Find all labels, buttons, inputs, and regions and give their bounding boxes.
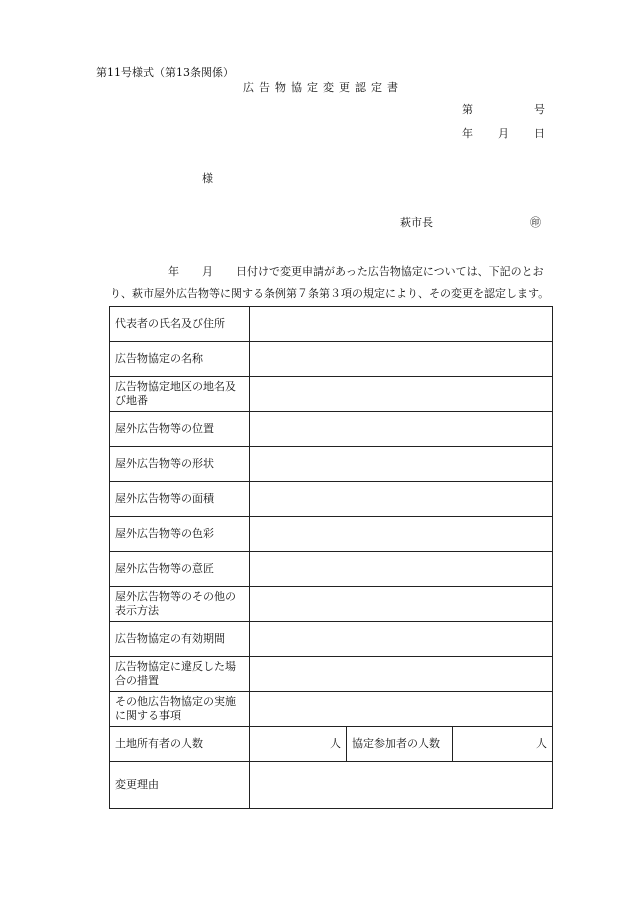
table-row: [110, 517, 553, 552]
table-row: [110, 307, 553, 342]
row-label: 屋外広告物等の形状: [110, 447, 250, 482]
table-row: [110, 622, 553, 657]
number-prefix: 第: [462, 103, 473, 116]
issuer-name: 萩市長: [400, 216, 433, 229]
reason-value[interactable]: [250, 762, 553, 809]
body-year-label: 年: [168, 265, 179, 278]
participants-unit: 人: [536, 737, 548, 750]
reason-row: [110, 762, 553, 809]
landowners-unit: 人: [330, 737, 341, 750]
row-label: 屋外広告物等の意匠: [110, 552, 250, 587]
row-value[interactable]: [250, 587, 553, 622]
table-row: [110, 657, 553, 692]
row-label: 屋外広告物等の色彩: [110, 517, 250, 552]
participants-label: 協定参加者の人数: [347, 727, 453, 762]
row-value[interactable]: [250, 307, 553, 342]
row-label: 広告物協定に違反した場合の措置: [110, 657, 250, 692]
seal-mark: ㊞: [530, 216, 541, 229]
row-value[interactable]: [250, 692, 553, 727]
row-label: その他広告物協定の実施に関する事項: [110, 692, 250, 727]
row-value[interactable]: [250, 377, 553, 412]
table-row: [110, 377, 553, 412]
body-line-2: り、萩市屋外広告物等に関する条例第７条第３項の規定により、その変更を認定します。: [110, 287, 550, 300]
row-label: 屋外広告物等の位置: [110, 412, 250, 447]
form-table: [109, 306, 553, 809]
document-title: 広告物協定変更認定書: [243, 81, 403, 94]
row-value[interactable]: [250, 447, 553, 482]
number-suffix: 号: [534, 103, 545, 116]
row-value[interactable]: [250, 412, 553, 447]
row-label: 屋外広告物等のその他の表示方法: [110, 587, 250, 622]
row-label: 広告物協定の名称: [110, 342, 250, 377]
form-id: 第11号様式（第13条関係）: [96, 66, 234, 79]
table-row: [110, 552, 553, 587]
landowners-label: 土地所有者の人数: [110, 727, 250, 762]
row-label: 代表者の氏名及び住所: [110, 307, 250, 342]
reason-label: 変更理由: [110, 762, 250, 809]
body-text-1: 日付けで変更申請があった広告物協定については、下記のとお: [236, 265, 544, 278]
table-row: [110, 447, 553, 482]
date-day-label: 日: [534, 127, 545, 140]
table-row: [110, 412, 553, 447]
row-value[interactable]: [250, 552, 553, 587]
addressee-suffix: 様: [202, 172, 213, 185]
count-row: [110, 727, 553, 762]
row-value[interactable]: [250, 657, 553, 692]
body-line-1: [110, 263, 544, 279]
landowners-count[interactable]: [250, 727, 347, 762]
row-label: 屋外広告物等の面積: [110, 482, 250, 517]
table-row: [110, 692, 553, 727]
row-value[interactable]: [250, 622, 553, 657]
row-value[interactable]: [250, 482, 553, 517]
row-label: 広告物協定地区の地名及び地番: [110, 377, 250, 412]
body-month-label: 月: [202, 265, 213, 278]
date-month-label: 月: [498, 127, 509, 140]
table-row: [110, 587, 553, 622]
date-year-label: 年: [462, 127, 473, 140]
row-value[interactable]: [250, 342, 553, 377]
table-row: [110, 342, 553, 377]
row-label: 広告物協定の有効期間: [110, 622, 250, 657]
row-value[interactable]: [250, 517, 553, 552]
table-row: [110, 482, 553, 517]
participants-count[interactable]: [453, 727, 553, 762]
